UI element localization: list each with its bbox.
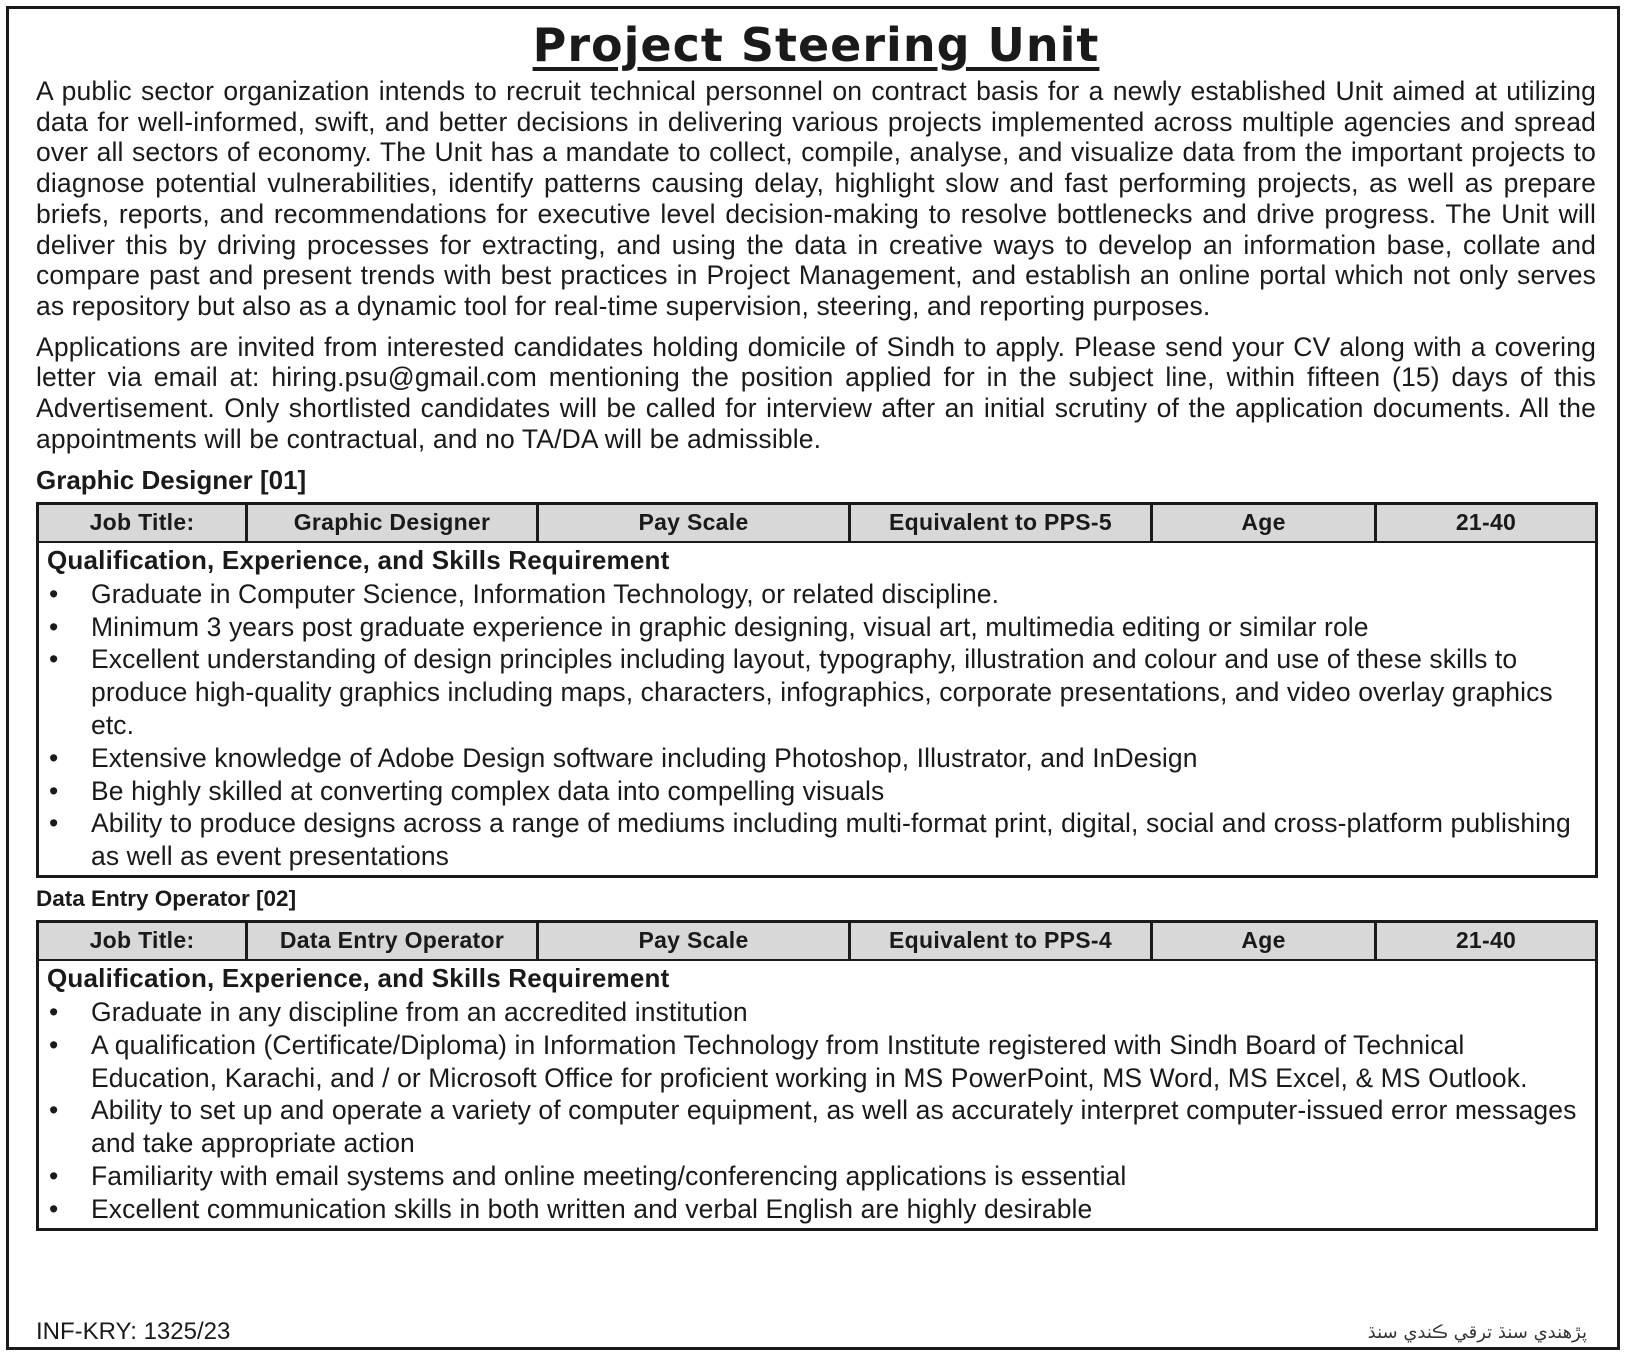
requirements-heading: Qualification, Experience, and Skills Requirement bbox=[47, 544, 670, 575]
job-title-label: Job Title: bbox=[39, 505, 248, 541]
job-box-graphic-designer bbox=[36, 502, 1598, 878]
bullet-icon: • bbox=[49, 1160, 59, 1191]
advertisement bbox=[36, 18, 1596, 1231]
list-item bbox=[47, 775, 1587, 808]
requirements-list bbox=[47, 578, 1587, 873]
job-title-value: Graphic Designer bbox=[248, 505, 539, 541]
job-heading-graphic-designer: Graphic Designer [01] bbox=[36, 464, 307, 495]
list-item-text: Graduate in Computer Science, Information Technology, or related discipline. bbox=[91, 578, 1000, 609]
list-item-text: Graduate in any discipline from an accredited institution bbox=[91, 996, 748, 1027]
bullet-icon: • bbox=[49, 644, 59, 675]
list-item bbox=[47, 1029, 1587, 1095]
pay-scale-value: Equivalent to PPS-5 bbox=[851, 505, 1153, 541]
list-item-text: Ability to produce designs across a range of mediums including multi-format print, digital, social and cross-platform publishing as well as event presentations bbox=[91, 808, 1571, 872]
bullet-icon: • bbox=[49, 1193, 59, 1224]
list-item bbox=[47, 1160, 1587, 1193]
bullet-icon: • bbox=[49, 996, 59, 1027]
sindhi-slogan: پڙهندي سنڌ ترقي ڪندي سنڌ bbox=[1367, 1322, 1587, 1343]
list-item-text: Minimum 3 years post graduate experience in graphic designing, visual art, multimedia editing or similar role bbox=[91, 611, 1369, 642]
list-item bbox=[47, 807, 1587, 873]
job-info-row bbox=[39, 923, 1595, 961]
age-label: Age bbox=[1153, 505, 1377, 541]
intro-paragraph: A public sector organization intends to recruit technical personnel on contract basis for a newly established Unit aimed at utilizing data for well-informed, swift, and better decisions in delivering various projects implemented across multiple agencies and spread over all sectors of economy. The Unit has a mandate to collect, compile, analyse, and visualize data from the important projects to diagnose potential vulnerabilities, identify patterns causing delay, highlight slow and fast performing projects, as well as prepare briefs, reports, and recommendations for executive level decision-making to resolve bottlenecks and drive progress. The Unit will deliver this by driving processes for extracting, and using the data in creative ways to develop an information base, collate and compare past and present trends with best practices in Project Management, and establish an online portal which not only serves as repository but also as a dynamic tool for real-time supervision, steering, and reporting purposes. bbox=[36, 76, 1596, 321]
requirements-list bbox=[47, 996, 1587, 1226]
list-item bbox=[47, 643, 1587, 741]
list-item-text: Excellent understanding of design principles including layout, typography, illustration and colour and use of these skills to produce high-quality graphics including maps, characters, infographics, corporate presentations, and video overlay graphics etc. bbox=[91, 644, 1553, 740]
job-title-value: Data Entry Operator bbox=[248, 923, 539, 959]
list-item-text: Extensive knowledge of Adobe Design software including Photoshop, Illustrator, and InDesign bbox=[91, 742, 1198, 773]
age-label: Age bbox=[1153, 923, 1377, 959]
bullet-icon: • bbox=[49, 808, 59, 839]
list-item-text: Be highly skilled at converting complex data into compelling visuals bbox=[91, 775, 885, 806]
application-paragraph: Applications are invited from interested candidates holding domicile of Sindh to apply. Please send your CV along with a covering letter via email at: hiring.psu@gmail.com mentioning the position applied for in the subject line, within fifteen (15) days of this Advertisement. Only shortlisted candidates will be called for interview after an initial scrutiny of the application documents. All the appointments will be contractual, and no TA/DA will be admissible. bbox=[36, 331, 1596, 455]
bullet-icon: • bbox=[49, 775, 59, 806]
job-heading-data-entry-operator: Data Entry Operator [02] bbox=[36, 885, 297, 911]
list-item bbox=[47, 611, 1587, 644]
job-title-label: Job Title: bbox=[39, 923, 248, 959]
pay-scale-label: Pay Scale bbox=[539, 923, 851, 959]
bullet-icon: • bbox=[49, 611, 59, 642]
list-item-text: Familiarity with email systems and online meeting/conferencing applications is essential bbox=[91, 1160, 1127, 1191]
requirements-section bbox=[39, 961, 1595, 1228]
list-item bbox=[47, 742, 1587, 775]
bullet-icon: • bbox=[49, 742, 59, 773]
job-info-row bbox=[39, 505, 1595, 543]
list-item bbox=[47, 578, 1587, 611]
list-item-text: Ability to set up and operate a variety of computer equipment, as well as accurately interpret computer-issued error messages and take appropriate action bbox=[91, 1095, 1577, 1159]
list-item bbox=[47, 996, 1587, 1029]
bullet-icon: • bbox=[49, 1029, 59, 1060]
list-item bbox=[47, 1094, 1587, 1160]
reference-number: INF-KRY: 1325/23 bbox=[36, 1318, 231, 1345]
age-value: 21-40 bbox=[1455, 509, 1517, 536]
page-title: Project Steering Unit bbox=[532, 18, 1100, 72]
pay-scale-value: Equivalent to PPS-4 bbox=[851, 923, 1153, 959]
job-box-data-entry-operator bbox=[36, 920, 1598, 1231]
age-value: 21-40 bbox=[1455, 927, 1517, 954]
pay-scale-label: Pay Scale bbox=[539, 505, 851, 541]
bullet-icon: • bbox=[49, 578, 59, 609]
list-item-text: Excellent communication skills in both written and verbal English are highly desirable bbox=[91, 1193, 1093, 1224]
list-item bbox=[47, 1193, 1587, 1226]
bullet-icon: • bbox=[49, 1095, 59, 1126]
requirements-section bbox=[39, 543, 1595, 875]
requirements-heading: Qualification, Experience, and Skills Requirement bbox=[47, 962, 670, 993]
list-item-text: A qualification (Certificate/Diploma) in Information Technology from Institute registered with Sindh Board of Technical Education, Karachi, and / or Microsoft Office for proficient working in MS PowerPoint, MS Word, MS Excel, & MS Outlook. bbox=[91, 1029, 1528, 1093]
